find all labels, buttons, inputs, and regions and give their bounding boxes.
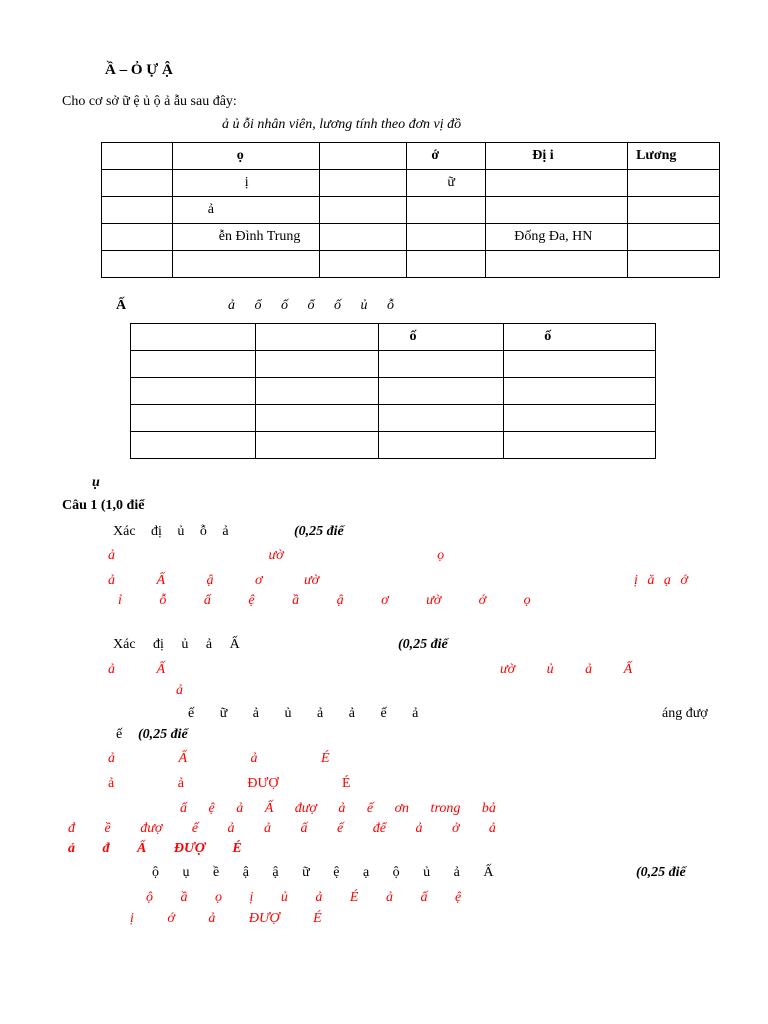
table-cell <box>255 378 379 405</box>
table-header-cell <box>255 324 379 351</box>
q1d-answer: ộ ầ ọ ị ủ ả É ả ấ ệ <box>146 890 462 905</box>
table1-caption: ả ủ ỗi nhân viên, lương tính theo đơn vị đồ <box>222 117 462 132</box>
table-cell <box>319 251 407 278</box>
table-header-cell: ớ <box>407 143 486 170</box>
table-cell <box>379 432 504 459</box>
table-header-cell: ọ <box>172 143 319 170</box>
table-row <box>102 197 720 224</box>
table-header-cell <box>131 324 256 351</box>
table-cell <box>407 251 486 278</box>
table2-caption-label: Ấ <box>116 298 127 313</box>
table-cell: ễn Đình Trung <box>172 224 319 251</box>
table-cell <box>504 351 656 378</box>
table-row <box>102 251 720 278</box>
table-header-cell <box>319 143 407 170</box>
table-cell <box>255 432 379 459</box>
table-cell <box>131 351 256 378</box>
table-cell <box>504 378 656 405</box>
table-cell: ữ <box>407 170 486 197</box>
table-cell <box>407 224 486 251</box>
q1a-text: Xác đị ủ ỗ ả <box>113 524 229 539</box>
table-cell <box>628 251 720 278</box>
table-header-row <box>102 143 720 170</box>
table-row <box>102 170 720 197</box>
table-cell <box>319 224 407 251</box>
q1a-answer: ả ườ ọ <box>108 548 445 563</box>
q1a-answer: ả Ấ ậ ơ ườ <box>108 573 320 588</box>
table-cell <box>102 197 173 224</box>
table-cell <box>504 432 656 459</box>
table-header-row <box>131 324 656 351</box>
table-cell <box>486 251 628 278</box>
table-header-cell: ố <box>504 324 656 351</box>
table-cell <box>102 251 173 278</box>
table-cell <box>102 170 173 197</box>
table-header-cell: Lương <box>628 143 720 170</box>
table-cell: Đống Đa, HN <box>486 224 628 251</box>
table-header-cell: Đị i <box>486 143 628 170</box>
table-cell <box>131 378 256 405</box>
table-cell <box>486 197 628 224</box>
table-row <box>131 378 656 405</box>
employee-table <box>101 142 720 278</box>
q1b-points: (0,25 điể <box>398 637 448 652</box>
table-cell <box>131 432 256 459</box>
table-cell <box>319 197 407 224</box>
q1c-answer: ả đ Ấ ĐƯỢ É <box>68 841 242 856</box>
table-cell <box>172 251 319 278</box>
section-label: ụ <box>92 475 100 490</box>
table-cell <box>379 351 504 378</box>
q1b-answer: ả Ấ <box>108 662 166 677</box>
table-cell <box>255 351 379 378</box>
page-title: Ầ – Ỏ Ự Ậ <box>105 62 173 78</box>
q1c-answer: ấ ệ ả Ấ đượ ả ế ơn trong bả <box>180 801 496 816</box>
table-cell <box>102 224 173 251</box>
table-cell <box>379 378 504 405</box>
table-cell <box>504 405 656 432</box>
q1c-answer: đ ề đượ ế ả ả ấ ế để ả ở ả <box>68 821 496 836</box>
q1c-answer: ả ả ĐƯỢ É <box>108 776 351 791</box>
q1c-text-cont: ế <box>116 727 123 742</box>
table-cell: ị <box>172 170 319 197</box>
q1a-answer: ỉ ỗ ấ ệ ầ ậ ơ ườ ớ ọ <box>118 593 531 608</box>
table-cell <box>486 170 628 197</box>
table-header-cell: ố <box>379 324 504 351</box>
q1c-text: ế ữ ả ủ ả ả ế ả <box>188 706 419 721</box>
question-1-heading: Câu 1 (1,0 điể <box>62 498 145 513</box>
q1b-answer: ườ ủ ả Ấ <box>500 662 633 677</box>
table-cell <box>628 224 720 251</box>
table-cell <box>319 170 407 197</box>
table-cell <box>628 170 720 197</box>
table-row <box>131 405 656 432</box>
intro-text: Cho cơ sở ữ ệ ủ ộ ả ẫu sau đây: <box>62 94 237 109</box>
q1a-answer: ị ă ạ ớ <box>634 573 688 588</box>
q1d-points: (0,25 điể <box>636 865 686 880</box>
table-row <box>131 432 656 459</box>
q1b-answer: ả <box>176 683 183 698</box>
table-header-cell <box>102 143 173 170</box>
table-row <box>131 351 656 378</box>
q1c-text-end: áng đượ <box>662 706 708 721</box>
q1d-text: ộ ụ ề ậ ậ ữ ệ ạ ộ ủ ả Ấ <box>152 865 494 880</box>
q1c-points: (0,25 điể <box>138 727 188 742</box>
table2-caption: ả ổ ố ổ ố ủ ỗ <box>228 298 394 313</box>
q1a-points: (0,25 điể <box>294 524 344 539</box>
sales-table <box>130 323 656 459</box>
q1b-text: Xác đị ủ ả Ấ <box>113 637 240 652</box>
table-cell <box>628 197 720 224</box>
q1d-answer: ị ớ ả ĐƯỢ É <box>130 911 322 926</box>
table-cell: ả <box>172 197 319 224</box>
table-cell <box>255 405 379 432</box>
q1c-answer: ả Ấ ả É <box>108 751 330 766</box>
table-row <box>102 224 720 251</box>
table-cell <box>379 405 504 432</box>
table-cell <box>407 197 486 224</box>
table-cell <box>131 405 256 432</box>
